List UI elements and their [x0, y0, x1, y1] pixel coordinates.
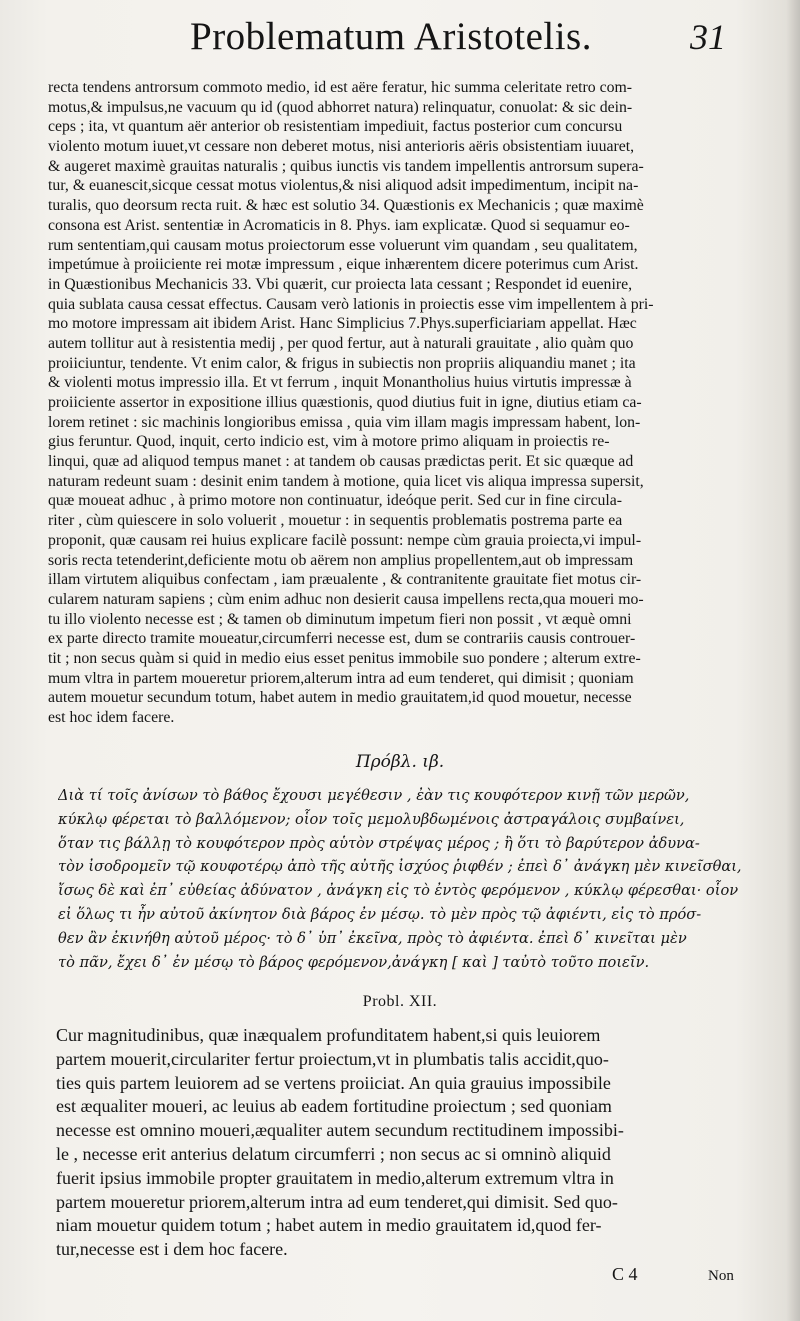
commentary-block: [48, 78, 760, 728]
commentary-line: impetúmue à proiiciente rei motæ impressum , eique inhærentem dicere poterimus cum Arist.: [48, 256, 639, 274]
translation-line: ties quis partem leuiorem ad se vertens proiiciat. An quia grauius impossibile: [56, 1072, 611, 1093]
translation-line: est æqualiter moueri, ac leuius ab eadem fortitudine proiectum ; sed quoniam: [56, 1096, 612, 1117]
latin-problem-heading: Probl. XII.: [362, 993, 438, 1010]
page-header: [0, 14, 800, 74]
commentary-line: naturam redeunt suam : desinit enim tandem à motione, quia licet vis aliqua impressa supersit,: [48, 472, 644, 490]
commentary-line: turalis, quo deorsum recta ruit. & hæc est solutio 34. Quæstionis ex Mechanicis ; quæ maximè: [48, 197, 644, 215]
commentary-line: in Quæstionibus Mechanicis 33. Vbi quærit, cur proiecta lata cessant ; Respondet id euenire,: [48, 275, 633, 293]
translation-line: partem moueretur priorem,alterum intra ad eum tenderet,qui dimisit. Sed quo-: [56, 1191, 618, 1212]
commentary-line: tur, & euanescit,sicque cessat motus violentus,& nisi aliquod adsit impedimentum, incipit na-: [48, 177, 639, 195]
greek-line: τὸ πᾶν, ἔχει δ᾽ ἐν μέσῳ τὸ βάρος φερόμενον,ἀνάγκη [ καὶ ] ταὐτὸ τοῦτο ποιεῖν.: [58, 953, 650, 971]
commentary-line: ceps ; ita, vt quantum aër anterior ob resistentiam impediuit, factus posterior cum concursu: [48, 118, 623, 136]
commentary-line: & augeret maximè grauitas naturalis ; quibus iunctis vis tandem impellentis antrorsum supera-: [48, 157, 644, 175]
commentary-line: rum sententiam,qui causam motus proiectorum esse voluerunt vim quandam , seu qualitatem,: [48, 236, 638, 254]
translation-line: Cur magnitudinibus, quæ inæqualem profunditatem habent,si quis leuiorem: [56, 1025, 601, 1045]
commentary-line: autem tollitur aut à resistentia medij , per quod fertur, aut à naturali grauitate , alio quàm quo: [48, 334, 634, 352]
commentary-line: mum vltra in partem moueretur priorem,alterum intra ad eum tenderet, qui dimisit ; quoniam: [48, 669, 634, 687]
page-edge-shadow: [786, 0, 800, 1321]
commentary-line: lorem retinet : sic machinis longioribus emissa , quia vim illam magis impressam habent, lon-: [48, 413, 641, 431]
translation-line: partem mouerit,circulariter fertur proiectum,vt in plumbatis talis accidit,quo-: [56, 1048, 609, 1069]
commentary-line: tu illo violento necesse est ; & tamen ob diminutum impetum fieri non possit , vt æquè omni: [48, 610, 632, 628]
greek-line: τὸν ἰσοδρομεῖν τῷ κουφοτέρῳ ἀπὸ τῆς αὐτῆς ἰσχύος ῥιφθέν ; ἐπεὶ δ᾽ ἀνάγκη μὲν κινεῖσθαι,: [58, 858, 742, 876]
translation-line: niam mouetur quidem totum ; habet autem in medio grauitatem id,quod fer-: [56, 1215, 602, 1236]
latin-translation-block: [56, 1024, 760, 1262]
greek-line: εἰ ὅλως τι ἦν αὐτοῦ ἀκίνητον διὰ βάρος ἐν μέσῳ. τὸ μὲν πρὸς τῷ ἀφιέντι, εἰς τὸ πρόσ-: [58, 905, 702, 923]
commentary-line: consona est Arist. sententiæ in Acromaticis in 8. Phys. iam explicatæ. Quod si sequamur eo-: [48, 216, 630, 234]
commentary-line: linqui, quæ ad aliquod tempus manet : at tandem ob causas prædictas perit. Et sic quæque ad: [48, 453, 634, 471]
commentary-line: tit ; non secus quàm si quid in medio eius esset penitus immobile suo pondere ; alterum extre-: [48, 649, 641, 667]
catchword: Non: [708, 1268, 734, 1284]
page-number: 31: [690, 17, 726, 57]
commentary-line: illam virtutem aliquibus confectam , iam præualente , & contranitente grauitate fiet motus cir-: [48, 571, 642, 589]
commentary-line: autem mouetur secundum totum, habet autem in medio grauitatem,id quod mouetur, necesse: [48, 689, 632, 707]
commentary-line: motus,& impulsus,ne vacuum qu id (quod abhorret natura) relinquatur, conuolat: & sic dein-: [48, 98, 633, 116]
commentary-line: violento motum iuuet,vt cessare non deberet motus, nisi anterioris aëris obsistentiam iuuaret,: [48, 138, 635, 156]
commentary-line: recta tendens antrorsum commoto medio, id est aëre feratur, hic summa celeritate retro com-: [48, 79, 633, 96]
commentary-line: mo motore impressam ait ibidem Arist. Hanc Simplicius 7.Phys.superficiariam appellat. Hæc: [48, 315, 637, 333]
commentary-line: quæ moueat adhuc , à primo motore non continuatur, ideóque perit. Sed cur in fine circula-: [48, 492, 623, 510]
translation-line: le , necesse erit anterius delatum circumferri ; non secus ac si omninò aliquid: [56, 1143, 611, 1164]
commentary-line: ex parte directo tramite moueatur,circumferri necesse est, dum se contrariis causis controuer-: [48, 630, 636, 648]
translation-line: fuerit ipsius immobile propter grauitatem in medio,alterum extremum vltra in: [56, 1167, 614, 1188]
commentary-line: gius feruntur. Quod, inquit, certo indicio est, vim à motore primo aliquam in proiectis re-: [48, 433, 610, 451]
commentary-line: cularem naturam sapiens ; cùm enim adhuc non desierit causa impellens recta,qua moueri mo-: [48, 590, 644, 608]
greek-problem-heading: Πρόβλ. ιβ.: [355, 752, 445, 772]
greek-line: Διὰ τί τοῖς ἀνίσων τὸ βάθος ἔχουσι μεγέθεσιν , ἐὰν τις κουφότερον κινῇ τῶν μερῶν,: [58, 787, 690, 804]
commentary-line: quia sublata causa cessat effectus. Causam verò lationis in proiectis esse vim impellentem à pri-: [48, 295, 654, 313]
greek-line: κύκλῳ φέρεται τὸ βαλλόμενον; οἷον τοῖς μεμολυβδωμένοις ἀστραγάλοις συμβαίνει,: [58, 810, 685, 828]
greek-text-block: [58, 784, 758, 974]
commentary-line: & violenti motus impressio illa. Et vt ferrum , inquit Monantholius huius virtutis impressæ à: [48, 374, 632, 392]
commentary-line: proiiciente assertor in expositione illius quæstionis, quod diutius fuit in igne, diutius etiam ca-: [48, 394, 642, 411]
running-title: Problematum Aristotelis.: [190, 15, 592, 58]
translation-line: necesse est omnino moueri,æqualiter autem secundum rectitudinem impossibi-: [56, 1120, 624, 1141]
greek-line: θεν ἂν ἐκινήθη αὐτοῦ μέρος· τὸ δ᾽ ὑπ᾽ ἐκεῖνα, πρὸς τὸ ἀφιέντα. ἐπεὶ δ᾽ κινεῖται μὲν: [58, 929, 687, 947]
commentary-line: proponit, quæ causam rei huius explicare facilè possunt: nempe cùm grauia proiecta,vi impul-: [48, 531, 642, 549]
greek-line: ὅταν τις βάλλῃ τὸ κουφότερον πρὸς αὑτὸν στρέψας μέρος ; ἢ ὅτι τὸ βαρύτερον ἀδυνα-: [58, 834, 700, 852]
commentary-line: soris recta tetenderint,deficiente motu ob aërem non amplius propellentem,aut ob impressam: [48, 551, 634, 569]
greek-line: ἴσως δὲ καὶ ἐπ᾽ εὐθείας ἀδύνατον , ἀνάγκη εἰς τὸ ἐντὸς φερόμενον , κύκλῳ φέρεσθαι· οἷον: [58, 882, 739, 900]
commentary-line: proiiciuntur, tendente. Vt enim calor, & frigus in subiectis non propriis aliquandiu manet ; ita: [48, 354, 636, 372]
signature-mark: C 4: [612, 1264, 638, 1284]
commentary-line: riter , cùm quiescere in solo voluerit , mouetur : in sequentis problematis postrema parte ea: [48, 512, 623, 530]
commentary-line: est hoc idem facere.: [48, 709, 175, 726]
translation-line: tur,necesse est i dem hoc facere.: [56, 1239, 288, 1260]
